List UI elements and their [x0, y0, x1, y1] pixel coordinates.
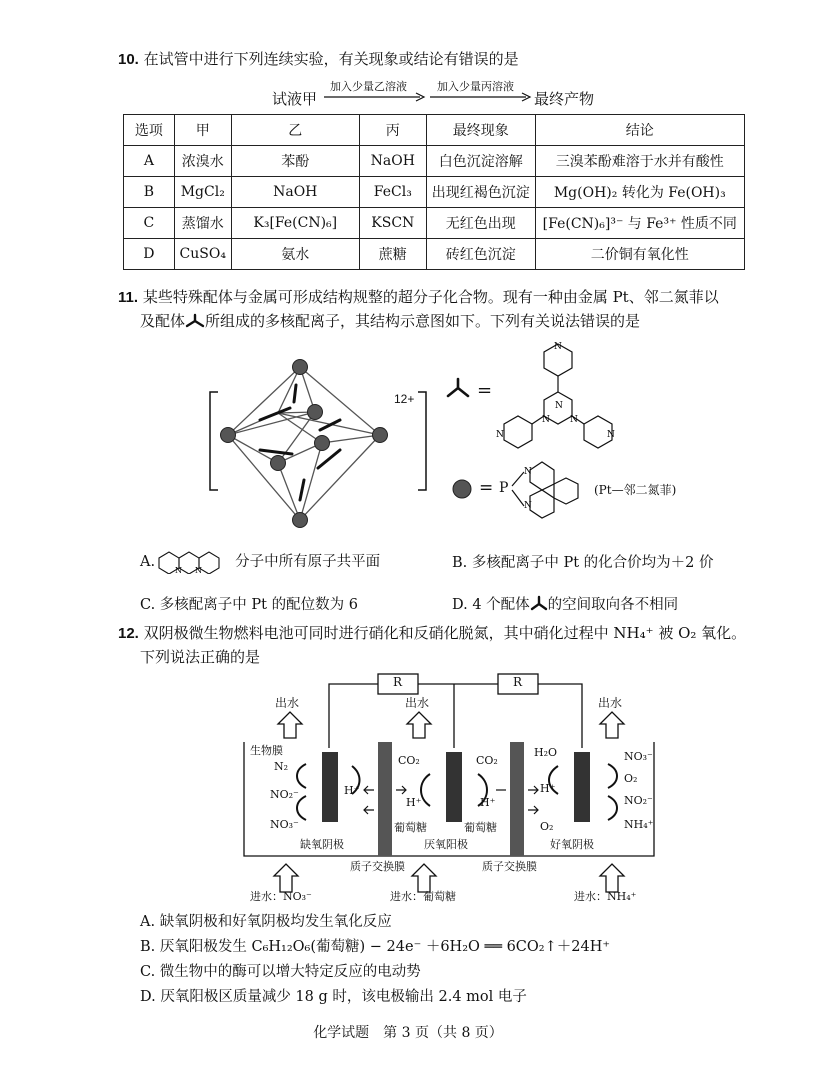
table-row: [124, 208, 745, 239]
anode-label: 厌氧阳极: [424, 838, 468, 851]
pt-atom-icon: [449, 476, 475, 502]
flow-start: 试液甲: [272, 90, 318, 108]
table-cell: CuSO₄: [174, 239, 231, 270]
species-no3: NO₃⁻: [270, 818, 299, 831]
q11-stem-2a: 及配体: [140, 312, 186, 330]
table-cell: 苯酚: [231, 146, 359, 177]
resistor-label: R: [513, 675, 523, 689]
svg-text:N: N: [524, 467, 532, 477]
flow-arrow1-icon: [324, 92, 426, 102]
table-header: 丙: [359, 115, 426, 146]
flow-arrow2-icon: [430, 92, 532, 102]
table-cell: Mg(OH)₂ 转化为 Fe(OH)₃: [535, 177, 744, 208]
species-o2: O₂: [624, 772, 638, 785]
h2o-label: H₂O: [534, 746, 558, 759]
ligand-equals: =: [477, 380, 493, 401]
q12-stem-1: 双阴极微生物燃料电池可同时进行硝化和反硝化脱氮，其中硝化过程中 NH₄⁺ 被 O₂ 氧化。: [143, 624, 747, 642]
table-cell: 无红色出现: [426, 208, 535, 239]
flow-arrow1-label: 加入少量乙溶液: [330, 80, 407, 93]
outlet-label: 出水: [405, 696, 430, 710]
option-d-text-b: 的空间取向各不相同: [547, 597, 679, 613]
table-header: 乙: [231, 115, 359, 146]
table-cell: B: [124, 177, 175, 208]
outlet-label: 出水: [275, 696, 300, 710]
h-plus-label: H⁺: [406, 796, 422, 809]
table-cell: 出现红褐色沉淀: [426, 177, 535, 208]
q11-stem-1: 某些特殊配体与金属可形成结构规整的超分子化合物。现有一种由金属 Pt、邻二氮菲以: [142, 288, 719, 306]
triazine-ligand-structure: [490, 336, 630, 456]
q12-stem-2: 下列说法正确的是: [140, 648, 261, 666]
q12-stem-line1: [118, 622, 746, 645]
o2-label: O₂: [540, 820, 554, 833]
option-d-text-a: D. 4 个配体: [452, 597, 530, 613]
svg-text:N: N: [607, 430, 615, 440]
table-cell: 二价铜有氧化性: [535, 239, 744, 270]
table-cell: NaOH: [231, 177, 359, 208]
q10-flow: [272, 78, 602, 108]
h-plus-label: H⁺: [540, 782, 556, 795]
q11-stem-line1: [118, 286, 719, 309]
table-cell: D: [124, 239, 175, 270]
table-cell: 砖红色沉淀: [426, 239, 535, 270]
flow-end: 最终产物: [534, 90, 595, 108]
table-header: 甲: [174, 115, 231, 146]
table-row: [124, 239, 745, 270]
svg-text:N: N: [554, 342, 562, 352]
table-header: 选项: [124, 115, 175, 146]
species-nh4: NH₄⁺: [624, 818, 654, 831]
membrane-label: 质子交换膜: [482, 860, 537, 873]
table-header: 结论: [535, 115, 744, 146]
charge-label: 12+: [394, 392, 415, 406]
q10-number: 10.: [118, 51, 139, 68]
q12-option-a[interactable]: A. 缺氧阴极和好氧阴极均发生氧化反应: [140, 914, 392, 930]
fuel-cell-frame: [240, 670, 660, 910]
glucose-label: 葡萄糖: [394, 821, 427, 834]
table-cell: [Fe(CN)₆]³⁻ 与 Fe³⁺ 性质不同: [535, 208, 744, 239]
table-cell: FeCl₃: [359, 177, 426, 208]
tripod-ligand-icon: [445, 377, 471, 399]
h-plus-label: H⁺: [480, 796, 496, 809]
outlet-label: 出水: [598, 696, 623, 710]
table-cell: MgCl₂: [174, 177, 231, 208]
q11-number: 11.: [118, 289, 139, 306]
table-cell: 浓溴水: [174, 146, 231, 177]
table-row: [124, 177, 745, 208]
q12-option-d[interactable]: D. 厌氧阳极区质量减少 18 g 时，该电极输出 2.4 mol 电子: [140, 989, 527, 1005]
table-header: 最终现象: [426, 115, 535, 146]
biofilm-label: 生物膜: [250, 744, 283, 757]
species-no3: NO₃⁻: [624, 750, 653, 763]
table-cell: 蔗糖: [359, 239, 426, 270]
table-cell: 蒸馏水: [174, 208, 231, 239]
inlet-label-right: 进水：NH₄⁺: [574, 890, 637, 903]
co2-label: CO₂: [398, 754, 420, 767]
svg-text:N: N: [175, 566, 183, 574]
table-cell: A: [124, 146, 175, 177]
species-n2: N₂: [274, 760, 289, 773]
h-plus-label: H⁺: [344, 784, 360, 797]
svg-text:N: N: [542, 415, 550, 425]
pt-p-label: P: [499, 480, 509, 496]
q12-option-c[interactable]: C. 微生物中的酶可以增大特定反应的电动势: [140, 964, 421, 980]
cage-structure-diagram: [200, 350, 440, 540]
table-cell: 白色沉淀溶解: [426, 146, 535, 177]
svg-text:N: N: [555, 401, 563, 411]
q11-option-c[interactable]: C. 多核配离子中 Pt 的配位数为 6: [140, 597, 358, 613]
glucose-label: 葡萄糖: [464, 821, 497, 834]
table-cell: K₃[Fe(CN)₆]: [231, 208, 359, 239]
species-no2: NO₂⁻: [624, 794, 653, 807]
q12-number: 12.: [118, 625, 139, 642]
tripod-ligand-icon: [530, 595, 548, 611]
table-cell: C: [124, 208, 175, 239]
cathode-aerobic-label: 好氧阴极: [550, 838, 594, 851]
q11-stem-2b: 所组成的多核配离子，其结构示意图如下。下列有关说法错误的是: [205, 312, 641, 330]
option-a-letter: A.: [140, 554, 156, 570]
table-header-row: [124, 115, 745, 146]
co2-label: CO₂: [476, 754, 498, 767]
pt-equals: =: [479, 478, 494, 498]
resistor-label: R: [393, 675, 403, 689]
table-cell: 三溴苯酚难溶于水并有酸性: [535, 146, 744, 177]
svg-text:N: N: [524, 501, 532, 511]
q11-option-d[interactable]: [452, 593, 678, 614]
q10-table: [123, 114, 745, 270]
fuel-cell-diagram: [240, 670, 660, 910]
cathode-anoxic-label: 缺氧阴极: [300, 838, 344, 851]
phenanthroline-pt-structure: [510, 450, 590, 530]
svg-text:N: N: [195, 566, 203, 574]
table-cell: KSCN: [359, 208, 426, 239]
q11-stem-line2: [140, 310, 640, 332]
tripod-ligand-icon: [185, 312, 205, 328]
q12-option-b[interactable]: B. 厌氧阳极发生 C₆H₁₂O₆(葡萄糖) − 24e⁻ ＋6H₂O ══ 6CO₂↑＋24H⁺: [140, 939, 611, 955]
q11-option-a[interactable]: [140, 548, 380, 572]
table-cell: 氨水: [231, 239, 359, 270]
inlet-label-mid: 进水：葡萄糖: [390, 890, 456, 903]
species-no2: NO₂⁻: [270, 788, 299, 801]
q10-stem: 在试管中进行下列连续实验，有关现象或结论有错误的是: [143, 50, 519, 68]
membrane-label: 质子交换膜: [350, 860, 405, 873]
svg-text:N: N: [570, 415, 578, 425]
option-a-text: 分子中所有原子共平面: [235, 554, 381, 570]
q11-option-b[interactable]: B. 多核配离子中 Pt 的化合价均为＋2 价: [452, 555, 714, 571]
inlet-label-left: 进水：NO₃⁻: [250, 890, 312, 903]
svg-text:N: N: [496, 430, 504, 440]
flow-arrow2-label: 加入少量丙溶液: [437, 80, 514, 93]
pt-phen-note: (Pt—邻二氮菲): [594, 483, 677, 497]
table-cell: NaOH: [359, 146, 426, 177]
q10-stem-line: [118, 48, 519, 71]
page-footer: 化学试题 第 3 页（共 8 页）: [313, 1025, 503, 1041]
table-row: [124, 146, 745, 177]
phenanthroline-structure: [155, 548, 235, 574]
